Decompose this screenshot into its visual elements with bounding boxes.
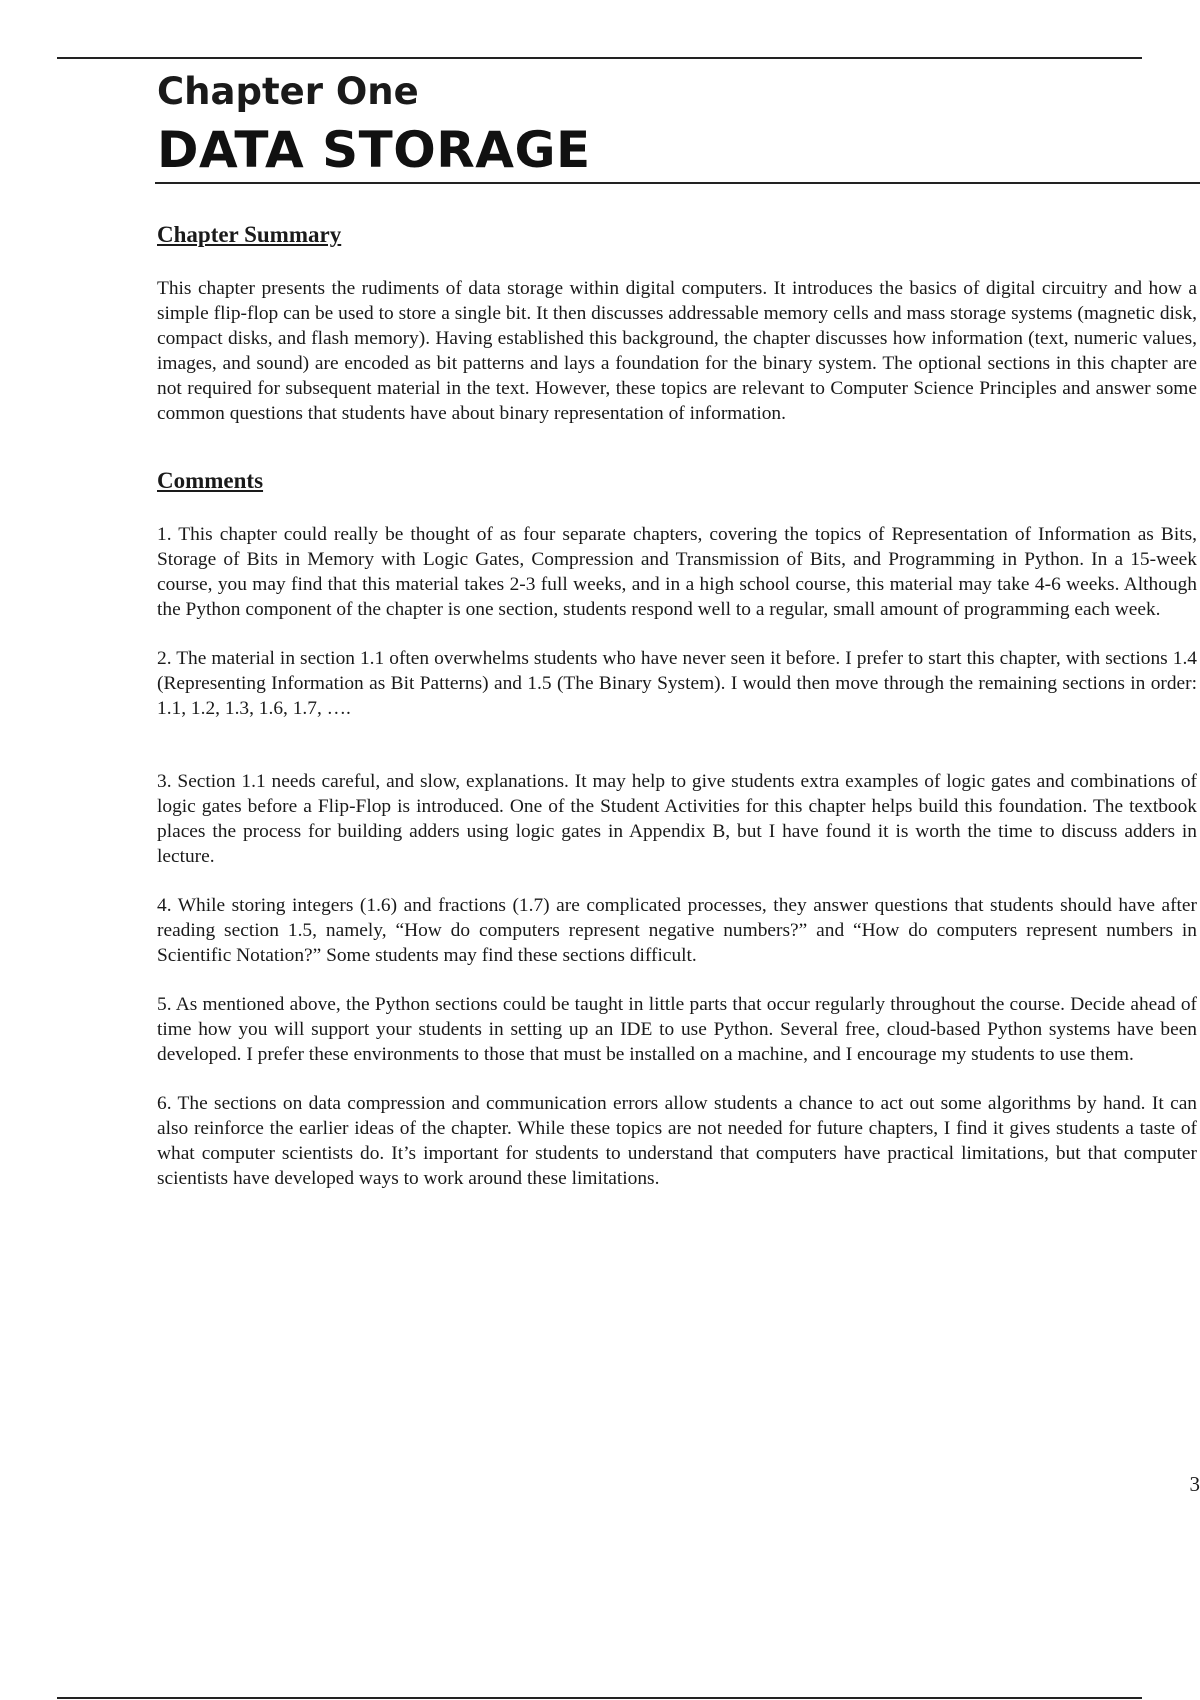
page-content [157, 220, 1197, 1215]
comment-item: 6. The sections on data compression and communication errors allow students a chance to act out some algorithms by hand. It can also reinforce the earlier ideas of the chapter. While these topics are not needed for future chapters, I find it gives students a taste of what computer scientists do. It’s important for students to understand that computers have practical limitations, but that computer scientists have developed ways to work around these limitations. [157, 1092, 1197, 1189]
chapter-summary-heading: Chapter Summary [157, 222, 342, 247]
chapter-summary-text: This chapter presents the rudiments of data storage within digital computers. It introduces the basics of digital circuitry and how a simple flip-flop can be used to store a single bit. It then discusses addressable memory cells and mass storage systems (magnetic disk, compact disks, and flash memory). Having established this background, the chapter discusses how information (text, numeric values, images, and sound) are encoded as bit patterns and lays a foundation for the binary system. The optional sections in this chapter are not required for subsequent material in the text. However, these topics are relevant to Computer Science Principles and answer some common questions that students have about binary representation of information. [157, 277, 1197, 424]
chapter-label: Chapter One [157, 70, 419, 113]
page-number: 3 [1189, 1472, 1200, 1496]
top-rule [57, 57, 1142, 59]
chapter-title: DATA STORAGE [157, 121, 591, 179]
comment-item: 3. Section 1.1 needs careful, and slow, explanations. It may help to give students extra examples of logic gates and combinations of logic gates before a Flip-Flop is introduced. One of the Student Activities for this chapter helps build this foundation. The textbook places the process for building adders using logic gates in Appendix B, but I have found it is worth the time to discuss adders in lecture. [157, 770, 1197, 867]
comment-item: 1. This chapter could really be thought of as four separate chapters, covering the topics of Representation of Information as Bits, Storage of Bits in Memory with Logic Gates, Compression and Transmission of Bits, and Programming in Python. In a 15-week course, you may find that this material takes 2-3 full weeks, and in a high school course, this material may take 4-6 weeks. Although the Python component of the chapter is one section, students respond well to a regular, small amount of programming each week. [157, 523, 1197, 620]
bottom-rule [57, 1697, 1142, 1699]
comment-item: 4. While storing integers (1.6) and fractions (1.7) are complicated processes, they answer questions that students should have after reading section 1.5, namely, “How do computers represent negative numbers?” and “How do computers represent numbers in Scientific Notation?” Some students may find these sections difficult. [157, 894, 1197, 966]
comment-item: 5. As mentioned above, the Python sections could be taught in little parts that occur regularly throughout the course. Decide ahead of time how you will support your students in setting up an IDE to use Python. Several free, cloud-based Python systems have been developed. I prefer these environments to those that must be installed on a machine, and I encourage my students to use them. [157, 993, 1197, 1065]
comment-item: 2. The material in section 1.1 often overwhelms students who have never seen it before. I prefer to start this chapter, with sections 1.4 (Representing Information as Bit Patterns) and 1.5 (The Binary System). I would then move through the remaining sections in order: 1.1, 1.2, 1.3, 1.6, 1.7, …. [157, 647, 1197, 719]
comments-heading: Comments [157, 467, 264, 493]
title-rule [155, 182, 1200, 184]
